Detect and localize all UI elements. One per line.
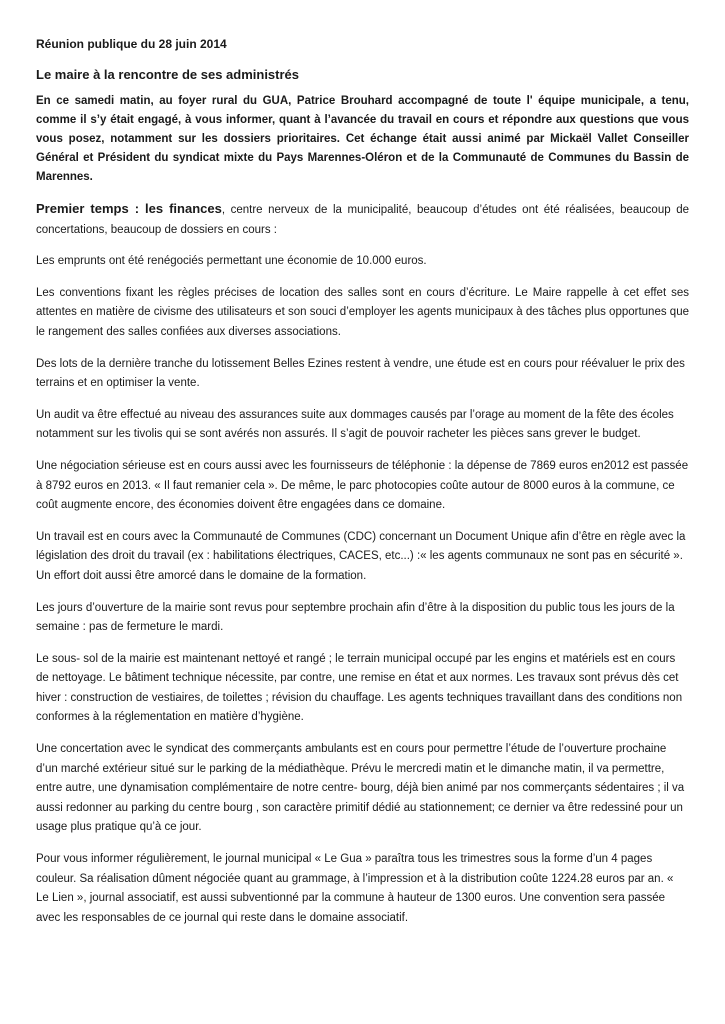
article-headline: Le maire à la rencontre de ses administrés <box>36 67 300 82</box>
section-text: , centre nerveux de la municipalité, beaucoup d’études ont été réalisées, beaucoup de concertations, beaucoup de dossiers en cours : <box>36 204 689 236</box>
paragraph-document-unique: Un travail est en cours avec la Communauté de Communes (CDC) concernant un Document Unique afin d’être en règle avec la législation des droit du travail (ex : habilitations électriques, CACES, etc...) :« les agents communaux ne sont pas en sécurité ». Un effort doit aussi être amorcé dans le domaine de la formation. <box>36 530 686 582</box>
paragraph-telephony: Une négociation sérieuse est en cours aussi avec les fournisseurs de téléphonie : la dépense de 7869 euros en2012 est passée à 8792 euros en 2013. « Il faut remanier cela ». De même, le parc photocopies coûte autour de 8000 euros à la commune, ce coût augmente encore, des économies doivent être engagées dans ce domaine. <box>36 459 689 512</box>
section-label: Premier temps : les finances <box>36 201 222 216</box>
paragraph-loans: Les emprunts ont été renégociés permettant une économie de 10.000 euros. <box>36 255 427 268</box>
paragraph-housing-lots: Des lots de la dernière tranche du lotissement Belles Ezines restent à vendre, une étude est en cours pour réévaluer le prix des terrains et en optimiser la vente. <box>36 357 685 390</box>
paragraph-room-rental: Les conventions fixant les règles précises de location des salles sont en cours d’écriture. Le Maire rappelle à cet effet ses attentes en matière de civisme des utilisateurs et son souci d’employer les agents municipaux à des tâches plus opportunes que le rangement des salles confiées aux diverses associations. <box>36 286 689 338</box>
meeting-date: Réunion publique du 28 juin 2014 <box>36 37 227 51</box>
intro-paragraph: En ce samedi matin, au foyer rural du GUA, Patrice Brouhard accompagné de toute l' équipe municipale, a tenu, comme il s’y était engagé, à vous informer, quant à l’avancée du travail en cours et répondre aux questions que vous vous posez, notamment sur les dossiers prioritaires. Cet échange était aussi animé par Mickaël Vallet Conseiller Général et Président du syndicat mixte du Pays Marennes-Oléron et de la Communauté de Communes du Bassin de Marennes. <box>36 95 689 183</box>
paragraph-opening-hours: Les jours d’ouverture de la mairie sont revus pour septembre prochain afin d’être à la disposition du public tous les jours de la semaine : pas de fermeture le mardi. <box>36 601 675 634</box>
paragraph-market: Une concertation avec le syndicat des commerçants ambulants est en cours pour permettre l’étude de l’ouverture prochaine d’un marché extérieur situé sur le parking de la médiathèque. Prévu le mercredi matin et le dimanche matin, il va permettre, entre autre, une dynamisation complémentaire de notre centre- bourg, déjà bien animé par nos commerçants sédentaires ; il va aussi redonner au parking du centre bourg , son caractère primitif dédié au stationnement; ce dernier va être redessiné pour un usage plus pratique qu’à ce jour. <box>36 743 685 834</box>
paragraph-basement-works: Le sous- sol de la mairie est maintenant nettoyé et rangé ; le terrain municipal occupé par les engins et matériels est en cours de nettoyage. Le bâtiment technique nécessite, par contre, une remise en état et aux normes. Les travaux sont prévus dès cet hiver : construction de vestiaires, de toilettes ; révision du chauffage. Les agents techniques travaillant dans des conditions non conformes à la réglementation en matière d’hygiène. <box>36 652 683 724</box>
paragraph-insurance-audit: Un audit va être effectué au niveau des assurances suite aux dommages causés par l’orage au moment de la fête des écoles notamment sur les tivolis qui se sont avérés non assurés. Il s’agit de pouvoir racheter les pièces sans grever le budget. <box>36 408 674 441</box>
finances-section-paragraph <box>36 199 689 240</box>
paragraph-journal: Pour vous informer régulièrement, le journal municipal « Le Gua » paraîtra tous les trimestres sous la forme d’un 4 pages couleur. Sa réalisation dûment négociée quant au grammage, à l’impression et à la distribution coûte 1224.28 euros par an. « Le Lien », journal associatif, est aussi subventionné par la commune à hauteur de 1300 euros. Une convention sera passée avec les responsables de ce journal qui reste dans le domaine associatif. <box>36 853 674 924</box>
